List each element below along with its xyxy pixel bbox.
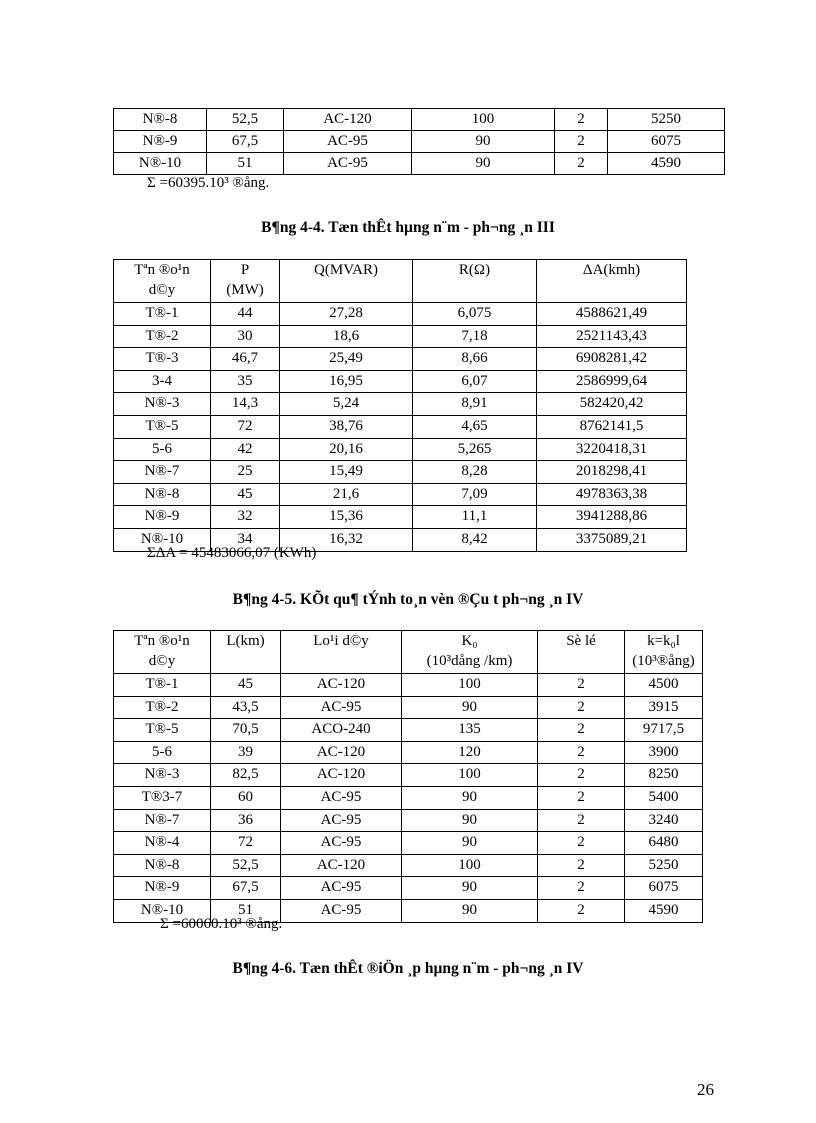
table2-cell: 45 [211, 483, 280, 506]
table-row [114, 809, 703, 832]
table-row [114, 461, 687, 484]
table1-cell: 51 [207, 153, 284, 175]
table-row [114, 370, 687, 393]
table3-cell: 90 [402, 809, 538, 832]
table2-cell: 582420,42 [537, 393, 687, 416]
table3-cell: 100 [402, 854, 538, 877]
table2-header-cell [537, 260, 687, 303]
table-row [114, 348, 687, 371]
table-row [114, 393, 687, 416]
header-line: Lo¹i d©y [313, 633, 369, 649]
table3-cell: 90 [402, 899, 538, 922]
table3-header-cell [211, 631, 281, 674]
table2-cell: 3375089,21 [537, 528, 687, 551]
table2-cell: 21,6 [280, 483, 413, 506]
table3-cell: AC-120 [281, 854, 402, 877]
table2-cell: N®-10 [114, 528, 211, 551]
table2-cell: 4978363,38 [537, 483, 687, 506]
table-row [114, 674, 703, 697]
header-line: Tªn ®o¹n [134, 262, 190, 278]
table3-cell: N®-3 [114, 764, 211, 787]
table2-cell: 3-4 [114, 370, 211, 393]
header-line: (10³dång /km) [426, 653, 513, 669]
table2-cell: 18,6 [280, 325, 413, 348]
table2-cell: 5,265 [413, 438, 537, 461]
table-row [114, 415, 687, 438]
table2-cell: 72 [211, 415, 280, 438]
table2-cell: N®-3 [114, 393, 211, 416]
table2-cell: 15,49 [280, 461, 413, 484]
table3-cell: AC-95 [281, 832, 402, 855]
header-line: L(km) [226, 633, 265, 649]
table1-cell: AC-95 [284, 153, 412, 175]
table2-cell: 16,95 [280, 370, 413, 393]
header-line: k=k₀l [647, 633, 680, 649]
table1-sum: Σ =60395.10³ ®ång. [147, 175, 270, 191]
table3-cell: AC-95 [281, 877, 402, 900]
header-line: R(Ω) [458, 262, 491, 278]
table3-cell: 90 [402, 696, 538, 719]
table3-cell: 2 [538, 764, 625, 787]
table2-header-cell [114, 260, 211, 303]
table3-header-cell [402, 631, 538, 674]
table2-cell: 42 [211, 438, 280, 461]
table3-cell: 45 [211, 674, 281, 697]
table2-cell: 7,18 [413, 325, 537, 348]
header-row [114, 260, 687, 303]
table2-cell: 27,28 [280, 303, 413, 326]
table2-cell: 32 [211, 506, 280, 529]
table2-header-cell [211, 260, 280, 303]
table2-cell: 2018298,41 [537, 461, 687, 484]
table1-cell: 90 [412, 131, 555, 153]
table3-cell: 2 [538, 832, 625, 855]
table-row [114, 786, 703, 809]
table-row [114, 877, 703, 900]
table3-cell: N®-8 [114, 854, 211, 877]
table3-cell: 39 [211, 741, 281, 764]
table3-cell: 2 [538, 696, 625, 719]
table2-cell: 8,91 [413, 393, 537, 416]
table2-cell: 8,42 [413, 528, 537, 551]
table3-cell: 5250 [625, 854, 703, 877]
table-row [114, 325, 687, 348]
table1-cell: 5250 [608, 109, 725, 131]
table3-cell: 2 [538, 741, 625, 764]
table3-cell: 90 [402, 877, 538, 900]
table2-cell: 35 [211, 370, 280, 393]
table3-cell: 52,5 [211, 854, 281, 877]
table1-cell: 67,5 [207, 131, 284, 153]
table3-cell: T®-1 [114, 674, 211, 697]
table3-cell: 67,5 [211, 877, 281, 900]
table3-header-cell [281, 631, 402, 674]
table-row [114, 832, 703, 855]
header-line: P [240, 262, 250, 278]
table3-cell: N®-4 [114, 832, 211, 855]
table2-cell: 8762141,5 [537, 415, 687, 438]
table2-cell: 3941288,86 [537, 506, 687, 529]
table2-header-cell [413, 260, 537, 303]
table1-cell: 4590 [608, 153, 725, 175]
table2-cell: 6,075 [413, 303, 537, 326]
table1-cell: 2 [555, 153, 608, 175]
table1-cell: N®-8 [114, 109, 207, 131]
table3-cell: 4500 [625, 674, 703, 697]
table3-cell: 51 [211, 899, 281, 922]
table3-cell: 90 [402, 832, 538, 855]
table-row [114, 719, 703, 742]
table3-cell: 6075 [625, 877, 703, 900]
header-line: Sè lé [566, 633, 596, 649]
table3-header-cell [625, 631, 703, 674]
table3-cell: AC-95 [281, 696, 402, 719]
page-number: 26 [697, 1080, 714, 1099]
table3-cell: 2 [538, 899, 625, 922]
header-line: K₀ [461, 633, 478, 649]
table3-cell: T®3-7 [114, 786, 211, 809]
table2-header-cell [280, 260, 413, 303]
table1-cell: 100 [412, 109, 555, 131]
table2-cell: 34 [211, 528, 280, 551]
table3-cell: AC-120 [281, 741, 402, 764]
table2-cell: T®-2 [114, 325, 211, 348]
table3-header-cell [114, 631, 211, 674]
table3-cell: N®-7 [114, 809, 211, 832]
table-4-4 [113, 259, 687, 552]
table-row [114, 483, 687, 506]
table3-cell: 70,5 [211, 719, 281, 742]
table2-cell: 2521143,43 [537, 325, 687, 348]
table3-cell: 100 [402, 764, 538, 787]
table3-header-cell [538, 631, 625, 674]
table3-cell: 5-6 [114, 741, 211, 764]
table2-cell: 25,49 [280, 348, 413, 371]
table3-cell: 8250 [625, 764, 703, 787]
table2-cell: 4,65 [413, 415, 537, 438]
table3-cell: AC-95 [281, 809, 402, 832]
table1-cell: 90 [412, 153, 555, 175]
table-4-5 [113, 630, 703, 923]
table-row [114, 741, 703, 764]
table3-cell: 90 [402, 786, 538, 809]
table2-body [114, 303, 687, 552]
header-line: Q(MVAR) [314, 262, 378, 278]
table-row [114, 506, 687, 529]
caption-table-4-4: B¶ng 4-4. Tæn thÊt hµng n¨m - ph¬ng ¸n III [261, 219, 555, 236]
table1-cell: 2 [555, 109, 608, 131]
table3-cell: 82,5 [211, 764, 281, 787]
table2-cell: 44 [211, 303, 280, 326]
table3-cell: 9717,5 [625, 719, 703, 742]
table2-cell: 20,16 [280, 438, 413, 461]
table3-cell: 3240 [625, 809, 703, 832]
table2-cell: 5-6 [114, 438, 211, 461]
table2-cell: 15,36 [280, 506, 413, 529]
table3-cell: 2 [538, 809, 625, 832]
caption-table-4-6: B¶ng 4-6. Tæn thÊt ®iÖn ¸p hµng n¨m - ph¬ng ¸n IV [232, 960, 584, 977]
table3-cell: AC-95 [281, 786, 402, 809]
table-row [114, 854, 703, 877]
table3-cell: 43,5 [211, 696, 281, 719]
table2-cell: 5,24 [280, 393, 413, 416]
table3-cell: AC-120 [281, 674, 402, 697]
table2-cell: 4588621,49 [537, 303, 687, 326]
table1-cell: 6075 [608, 131, 725, 153]
table2-cell: 38,76 [280, 415, 413, 438]
table1-body [114, 109, 725, 175]
table2-cell: 3220418,31 [537, 438, 687, 461]
header-line: Tªn ®o¹n [134, 633, 190, 649]
table-row [114, 109, 725, 131]
header-line: d©y [148, 282, 176, 298]
table2-cell: 14,3 [211, 393, 280, 416]
table-row [114, 131, 725, 153]
table1-cell: 2 [555, 131, 608, 153]
header-line: (10³®ång) [632, 653, 695, 669]
table-row [114, 696, 703, 719]
table2-cell: T®-3 [114, 348, 211, 371]
table3-cell: N®-10 [114, 899, 211, 922]
header-row [114, 631, 703, 674]
table3-cell: AC-95 [281, 899, 402, 922]
table3-cell: 2 [538, 719, 625, 742]
table1-cell: AC-95 [284, 131, 412, 153]
table2-cell: 8,66 [413, 348, 537, 371]
table3-sum: Σ =60060.10³ ®ång. [160, 916, 283, 932]
table-row [114, 153, 725, 175]
table3-cell: 4590 [625, 899, 703, 922]
table1-cell: N®-9 [114, 131, 207, 153]
table3-cell: 2 [538, 877, 625, 900]
table3-cell: N®-9 [114, 877, 211, 900]
table2-cell: 6908281,42 [537, 348, 687, 371]
table2-cell: 30 [211, 325, 280, 348]
table2-cell: 7,09 [413, 483, 537, 506]
table2-cell: 6,07 [413, 370, 537, 393]
table2-cell: 46,7 [211, 348, 280, 371]
table-row [114, 764, 703, 787]
header-line: (MW) [226, 282, 264, 298]
table3-cell: AC-120 [281, 764, 402, 787]
table3-cell: T®-5 [114, 719, 211, 742]
table-phuong-an-iii-cont [113, 108, 725, 175]
table3-cell: 3900 [625, 741, 703, 764]
table1-cell: 52,5 [207, 109, 284, 131]
table3-cell: 2 [538, 674, 625, 697]
table3-body [114, 674, 703, 923]
table1-cell: AC-120 [284, 109, 412, 131]
table3-header [114, 631, 703, 674]
table2-cell: 2586999,64 [537, 370, 687, 393]
table-row [114, 303, 687, 326]
table3-cell: 5400 [625, 786, 703, 809]
table2-cell: N®-8 [114, 483, 211, 506]
table3-cell: 100 [402, 674, 538, 697]
table2-cell: 11,1 [413, 506, 537, 529]
table3-cell: ACO-240 [281, 719, 402, 742]
table3-cell: 2 [538, 786, 625, 809]
table2-cell: T®-5 [114, 415, 211, 438]
table2-cell: N®-9 [114, 506, 211, 529]
table1-cell: N®-10 [114, 153, 207, 175]
table2-sum: ΣΔA = 45483066,07 (KWh) [147, 545, 317, 561]
table2-cell: N®-7 [114, 461, 211, 484]
table2-cell: 16,32 [280, 528, 413, 551]
table3-cell: 6480 [625, 832, 703, 855]
caption-table-4-5: B¶ng 4-5. KÕt qu¶ tÝnh to¸n vèn ®Çu t ph¬ng ¸n IV [232, 591, 584, 608]
table2-cell: T®-1 [114, 303, 211, 326]
table2-cell: 25 [211, 461, 280, 484]
table3-cell: 135 [402, 719, 538, 742]
header-line: ΔA(kmh) [582, 262, 641, 278]
table2-header [114, 260, 687, 303]
table3-cell: T®-2 [114, 696, 211, 719]
table2-cell: 8,28 [413, 461, 537, 484]
table-row [114, 438, 687, 461]
table3-cell: 60 [211, 786, 281, 809]
table3-cell: 2 [538, 854, 625, 877]
table3-cell: 72 [211, 832, 281, 855]
table3-cell: 120 [402, 741, 538, 764]
header-line: d©y [148, 653, 176, 669]
table3-cell: 3915 [625, 696, 703, 719]
table3-cell: 36 [211, 809, 281, 832]
